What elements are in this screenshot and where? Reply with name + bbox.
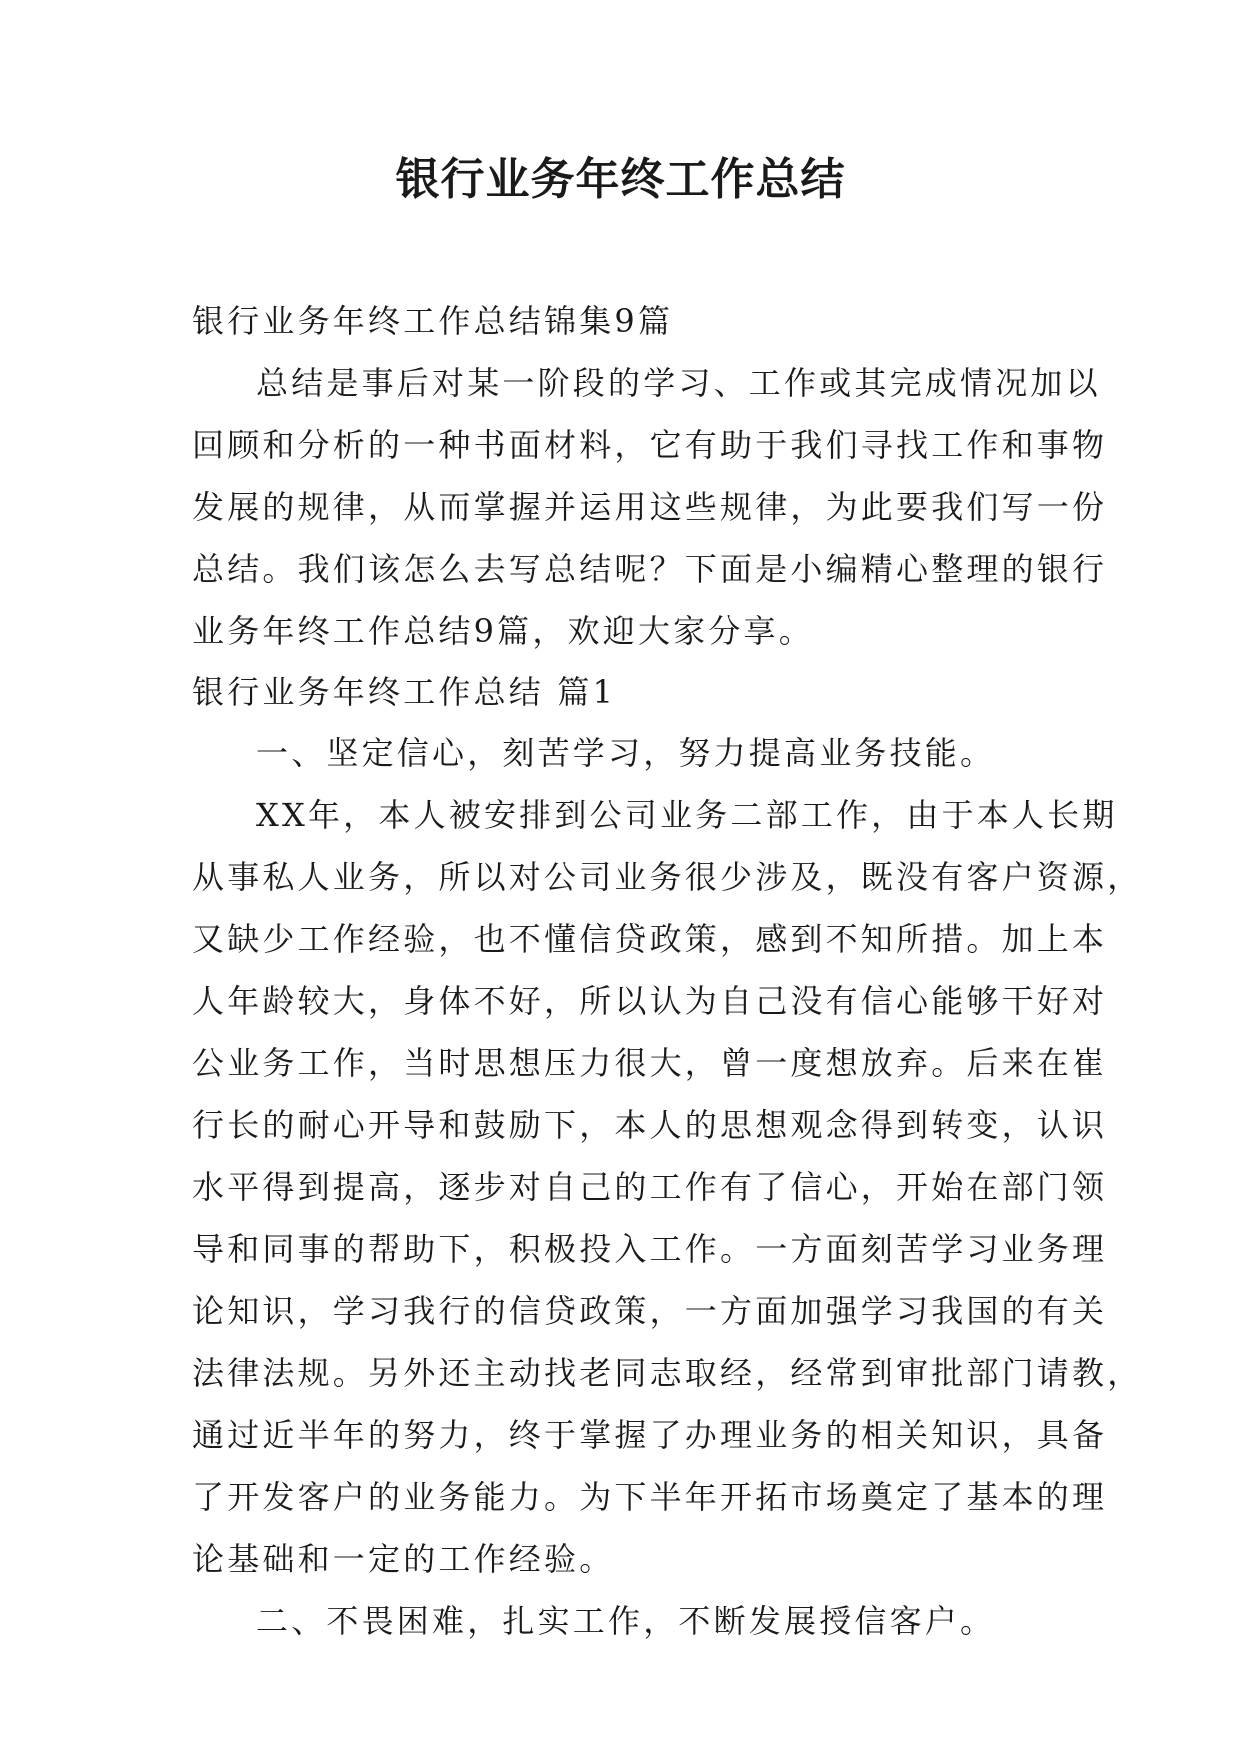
body-paragraph-line: 论知识，学习我行的信贷政策，一方面加强学习我国的有关 — [192, 1292, 1108, 1330]
body-paragraph-line: 又缺少工作经验，也不懂信贷政策，感到不知所措。加上本 — [192, 920, 1108, 958]
body-paragraph-line: 了开发客户的业务能力。为下半年开拓市场奠定了基本的理 — [192, 1478, 1108, 1516]
subsection-heading: 一、坚定信心，刻苦学习，努力提高业务技能。 — [256, 734, 996, 772]
document-title: 银行业务年终工作总结 — [395, 154, 846, 205]
intro-paragraph-line: 回顾和分析的一种书面材料，它有助于我们寻找工作和事物 — [192, 426, 1108, 464]
body-paragraph-line: 公业务工作，当时思想压力很大，曾一度想放弃。后来在崔 — [192, 1044, 1108, 1082]
body-paragraph-line: 行长的耐心开导和鼓励下，本人的思想观念得到转变，认识 — [192, 1106, 1108, 1144]
intro-paragraph-line: 业务年终工作总结9篇，欢迎大家分享。 — [192, 612, 814, 650]
section-heading: 银行业务年终工作总结 篇1 — [192, 673, 617, 711]
body-paragraph-line: 导和同事的帮助下，积极投入工作。一方面刻苦学习业务理 — [192, 1230, 1108, 1268]
body-paragraph-line: XX年，本人被安排到公司业务二部工作，由于本人长期 — [256, 796, 1118, 834]
intro-paragraph-line: 发展的规律，从而掌握并运用这些规律，为此要我们写一份 — [192, 488, 1108, 526]
subsection-heading: 二、不畏困难，扎实工作，不断发展授信客户。 — [256, 1602, 996, 1640]
collection-heading: 银行业务年终工作总结锦集9篇 — [192, 302, 674, 340]
intro-paragraph-line: 总结。我们该怎么去写总结呢？下面是小编精心整理的银行 — [192, 550, 1108, 588]
body-paragraph-line: 法律法规。另外还主动找老同志取经，经常到审批部门请教， — [192, 1354, 1143, 1392]
body-paragraph-line: 人年龄较大，身体不好，所以认为自己没有信心能够干好对 — [192, 982, 1108, 1020]
body-paragraph-line: 通过近半年的努力，终于掌握了办理业务的相关知识，具备 — [192, 1416, 1108, 1454]
body-paragraph-line: 水平得到提高，逐步对自己的工作有了信心，开始在部门领 — [192, 1168, 1108, 1206]
body-paragraph-line: 从事私人业务，所以对公司业务很少涉及，既没有客户资源， — [192, 858, 1143, 896]
body-paragraph-line: 论基础和一定的工作经验。 — [192, 1540, 615, 1578]
intro-paragraph-line: 总结是事后对某一阶段的学习、工作或其完成情况加以 — [256, 364, 1101, 402]
document-body — [192, 290, 1143, 1652]
